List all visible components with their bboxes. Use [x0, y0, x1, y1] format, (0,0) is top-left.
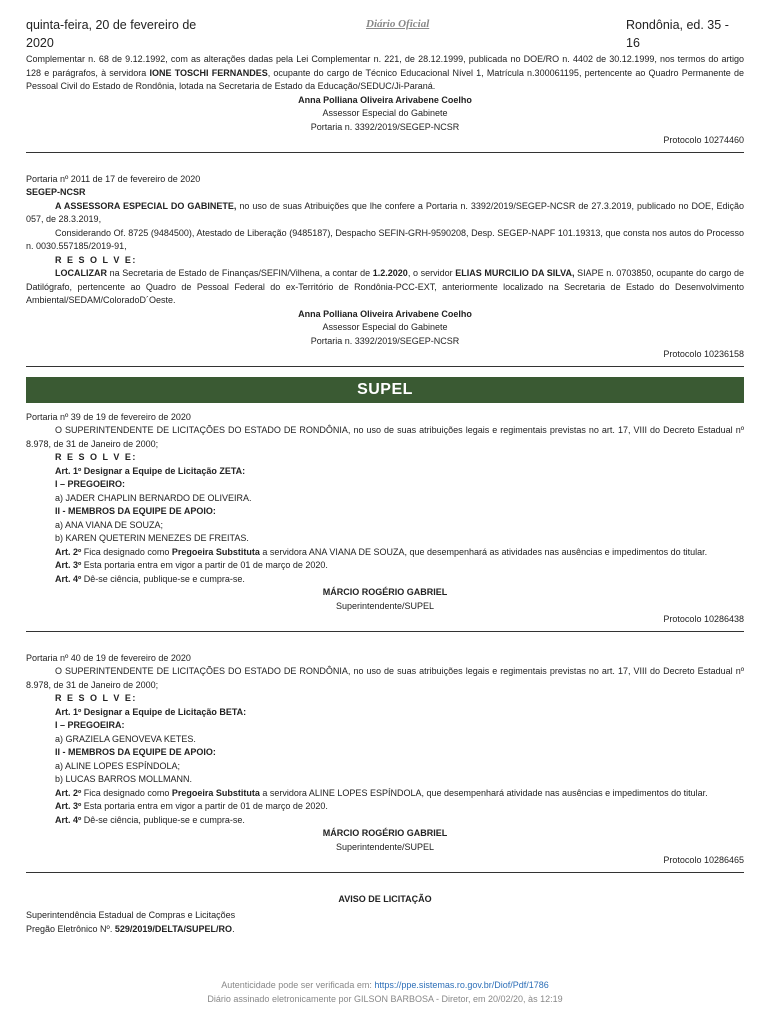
- verification-link[interactable]: https://ppe.sistemas.ro.gov.br/Diof/Pdf/1786: [374, 980, 549, 990]
- doc2-text-3b: , o servidor: [407, 268, 456, 278]
- doc3-intro: O SUPERINTENDENTE DE LICITAÇÕES DO ESTADO DE RONDÔNIA, no uso de suas atribuições legais e regimentais previstas no art. 17, VIII do Decreto Estadual nº 8.978, de 31 de Janeiro de 2000;: [26, 425, 744, 449]
- doc4-member-2: b) LUCAS BARROS MOLLMANN.: [55, 774, 193, 784]
- doc-portaria-2011: [26, 173, 744, 367]
- header-date: quinta-feira, 20 de fevereiro de 2020: [26, 18, 197, 50]
- doc4-resolve: R E S O L V E:: [55, 693, 137, 703]
- page-header: [26, 16, 744, 52]
- divider: [26, 366, 744, 367]
- doc5-pregao-number: 529/2019/DELTA/SUPEL/RO: [114, 923, 233, 934]
- doc4-art3: [26, 800, 744, 814]
- doc3-art3-text: Esta portaria entra em vigor a partir de 01 de março de 2020.: [81, 560, 328, 570]
- doc3-pregoeiro-heading: I – PREGOEIRO:: [55, 479, 126, 489]
- doc1-signer: Anna Polliana Oliveira Arivabene Coelho: [298, 94, 472, 105]
- doc2-text-3a: na Secretaria de Estado de Finanças/SEFIN/Vilhena, a contar de: [107, 268, 373, 278]
- doc4-art2-label: Art. 2º: [55, 787, 82, 798]
- doc1-text-b: , ocupante do cargo de Técnico Educacional Nível 1, Matrícula n.300061195, pertencente ao Quadro Permanente de Pessoal Civil do Estado de Rondônia, lotada na Secretaria de Estado da Educação/SEDUC/Ji-Paraná.: [26, 67, 744, 91]
- doc3-signer: MÁRCIO ROGÉRIO GABRIEL: [322, 587, 448, 597]
- doc1-role: Assessor Especial do Gabinete: [322, 108, 448, 118]
- doc2-resolve: R E S O L V E:: [55, 254, 137, 265]
- doc-portaria-39: [26, 411, 744, 632]
- doc3-member-1: a) ANA VIANA DE SOUZA;: [55, 519, 164, 530]
- doc4-art2: [26, 787, 744, 801]
- doc2-date: 1.2.2020: [372, 268, 408, 278]
- doc3-membros-heading: II - MEMBROS DA EQUIPE DE APOIO:: [55, 506, 216, 516]
- doc4-art3-label: Art. 3º: [55, 801, 82, 811]
- doc3-art2-text-a: Fica designado como: [81, 546, 172, 557]
- header-title: Diário Oficial: [366, 18, 430, 30]
- doc4-art2-text-b: a servidora ALINE LOPES ESPÍNDOLA, que desempenhará atividade nas ausências e impedimentos do titular.: [259, 787, 708, 798]
- doc4-role: Superintendente/SUPEL: [335, 841, 435, 852]
- doc3-art2-role: Pregoeira Substituta: [171, 546, 260, 557]
- section-header-supel: SUPEL: [26, 377, 744, 403]
- doc3-art3: [26, 559, 744, 573]
- doc2-paragraph-3: [26, 267, 744, 308]
- doc3-art2-label: Art. 2º: [55, 546, 82, 557]
- doc4-art2-role: Pregoeira Substituta: [171, 787, 260, 798]
- doc-continuation: [26, 53, 744, 153]
- doc-aviso-licitacao: [26, 893, 744, 937]
- doc-portaria-40: [26, 652, 744, 873]
- doc4-signer: MÁRCIO ROGÉRIO GABRIEL: [322, 828, 448, 838]
- doc5-pregao-end: .: [232, 923, 235, 934]
- doc2-portaria: Portaria n. 3392/2019/SEGEP-NCSR: [310, 335, 460, 346]
- doc4-membros-heading: II - MEMBROS DA EQUIPE DE APOIO:: [55, 747, 216, 757]
- doc2-protocol: Protocolo 10236158: [663, 349, 744, 359]
- doc4-art1: Art. 1º Designar a Equipe de Licitação BETA:: [55, 706, 247, 717]
- doc3-resolve: R E S O L V E:: [55, 452, 137, 462]
- doc3-art4-label: Art. 4º: [55, 573, 82, 584]
- doc1-protocol: Protocolo 10274460: [663, 135, 744, 145]
- page-footer: [0, 978, 770, 1006]
- doc2-title: Portaria nº 2011 de 17 de fevereiro de 2020: [26, 173, 201, 184]
- doc4-member-1: a) ALINE LOPES ESPÍNDOLA;: [55, 760, 181, 771]
- doc3-art2-text-b: a servidora ANA VIANA DE SOUZA, que desempenhará as atividades nas ausências e impedimentos do titular.: [259, 546, 708, 557]
- footer-verify-text: Autenticidade pode ser verificada em:: [221, 980, 375, 990]
- footer-verify: [0, 978, 770, 992]
- doc1-text-a: Complementar n. 68 de 9.12.1992, com as alterações dadas pela Lei Complementar n. 221, de 28.12.1999, publicada no DOE/RO n. 4402 de 30.12.1999, nos termos do artigo 128 e parágrafos, à servidora: [26, 54, 744, 78]
- doc5-org: Superintendência Estadual de Compras e Licitações: [26, 910, 236, 920]
- doc2-role: Assessor Especial do Gabinete: [322, 322, 448, 332]
- doc4-art4-text: Dê-se ciência, publique-se e cumpra-se.: [81, 814, 245, 825]
- doc3-art3-label: Art. 3º: [55, 560, 82, 570]
- doc2-text-1: no uso de suas Atribuições que lhe confere a Portaria n. 3392/2019/SEGEP-NCSR de 27.3.2019, publicado no DOE, Edição 057, de 28.3.2019,: [26, 200, 744, 224]
- doc3-protocol: Protocolo 10286438: [663, 614, 744, 624]
- doc1-portaria: Portaria n. 3392/2019/SEGEP-NCSR: [310, 121, 460, 132]
- doc2-signer: Anna Polliana Oliveira Arivabene Coelho: [298, 308, 472, 319]
- doc5-pregao-label: Pregão Eletrônico Nº.: [26, 923, 115, 934]
- doc3-title: Portaria nº 39 de 19 de fevereiro de 2020: [26, 411, 191, 422]
- doc3-role: Superintendente/SUPEL: [335, 600, 435, 611]
- doc2-paragraph-2: Considerando Of. 8725 (9484500), Atestado de Liberação (9485187), Despacho SEFIN-GRH-9590208, Desp. SEGEP-NAPF 101.19313, que consta nos autos do Processo n. 0030.557185/2019-91,: [26, 227, 744, 251]
- doc3-pregoeiro: a) JADER CHAPLIN BERNARDO DE OLIVEIRA.: [55, 492, 252, 503]
- doc4-art3-text: Esta portaria entra em vigor a partir de 01 de março de 2020.: [81, 801, 328, 811]
- doc4-intro: O SUPERINTENDENTE DE LICITAÇÕES DO ESTADO DE RONDÔNIA, no uso de suas atribuições legais e regimentais previstas no art. 17, VIII do Decreto Estadual nº 8.978, de 31 de Janeiro de 2000;: [26, 666, 744, 690]
- document-body: [26, 53, 744, 936]
- doc3-member-2: b) KAREN QUETERIN MENEZES DE FREITAS.: [55, 533, 249, 543]
- doc3-art1: Art. 1º Designar a Equipe de Licitação ZETA:: [55, 465, 246, 476]
- doc4-art4-label: Art. 4º: [55, 814, 82, 825]
- doc4-art4: [26, 814, 744, 828]
- doc4-art2-text-a: Fica designado como: [81, 787, 172, 798]
- doc2-authority: A ASSESSORA ESPECIAL DO GABINETE,: [55, 200, 237, 211]
- doc1-paragraph: [26, 53, 744, 94]
- doc2-paragraph-1: [26, 200, 744, 227]
- doc5-pregao: [26, 923, 744, 937]
- doc3-art4-text: Dê-se ciência, publique-se e cumpra-se.: [81, 573, 245, 584]
- doc4-protocol: Protocolo 10286465: [663, 855, 744, 865]
- doc2-text-3c: SIAPE n. 0703850, ocupante do cargo de Datilógrafo, pertencente ao Quadro de Pessoal Federal do ex-Território de Rondônia-PCC-EXT, anteriormente localizado na Secretaria de Estado do Desenvolvimento Ambiental/SEDAM/ColoradoD´Oeste.: [26, 268, 744, 305]
- header-edition: Rondônia, ed. 35 - 16: [626, 18, 729, 50]
- doc5-title: AVISO DE LICITAÇÃO: [338, 893, 432, 904]
- doc3-art4: [26, 573, 744, 587]
- doc2-action: LOCALIZAR: [55, 268, 107, 278]
- doc4-pregoeiro-heading: I – PREGOEIRA:: [55, 720, 125, 730]
- doc2-servant-name: ELIAS MURCILIO DA SILVA,: [455, 268, 575, 278]
- footer-signed: Diário assinado eletronicamente por GILSON BARBOSA - Diretor, em 20/02/20, às 12:19: [207, 994, 563, 1004]
- doc4-pregoeiro: a) GRAZIELA GENOVEVA KETES.: [55, 733, 196, 744]
- doc1-servant-name: IONE TOSCHI FERNANDES: [149, 67, 268, 78]
- doc2-org: SEGEP-NCSR: [26, 187, 86, 197]
- doc3-art2: [26, 546, 744, 560]
- doc4-title: Portaria nº 40 de 19 de fevereiro de 2020: [26, 652, 191, 663]
